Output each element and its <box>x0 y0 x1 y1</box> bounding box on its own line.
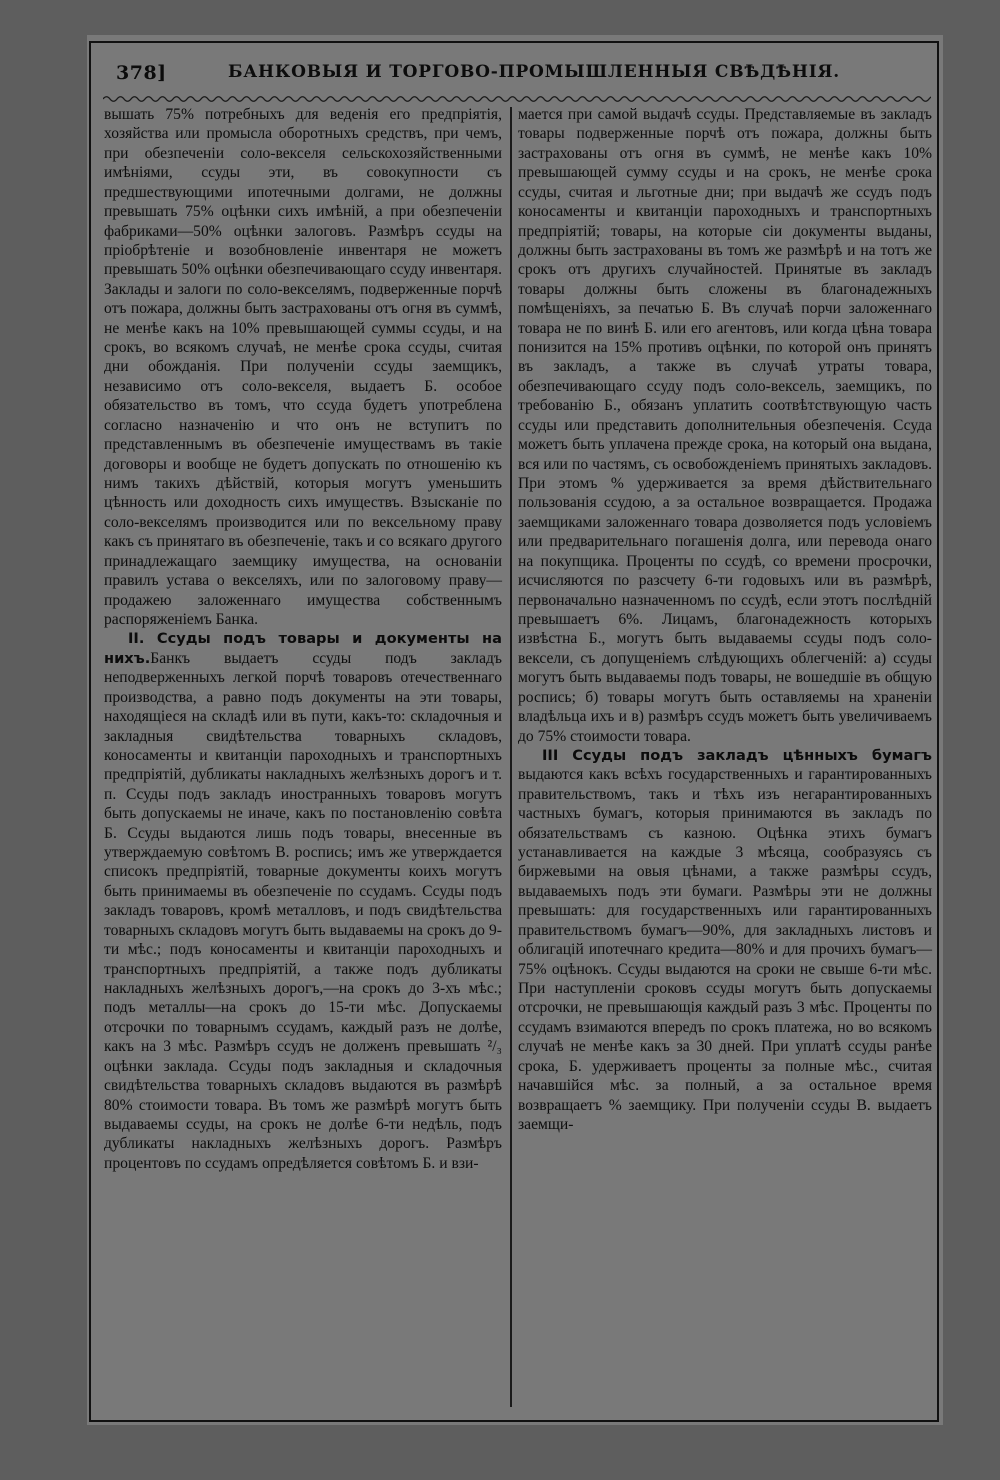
left-column <box>104 105 502 1173</box>
section-iii-heading: III Ссуды подъ закладъ цѣнныхъ бумагъ <box>542 746 932 764</box>
right-column <box>518 105 932 1134</box>
page-header <box>116 62 916 92</box>
section-iii <box>518 746 932 1134</box>
wavy-rule <box>103 94 931 104</box>
section-iii-text: выдаются какъ всѣхъ государственныхъ и гарантированныхъ правительствомъ, такъ и тѣхъ изъ негарантированныхъ частныхъ бумагъ, которыя принимаются въ закладъ по обязательствамъ съ казною. Оцѣнка этихъ бумагъ устанавливается на каждые 3 мѣсяца, сообразуясь съ биржевыми на овыя цѣнами, а также размѣры ссудъ, выдаваемыхъ подъ эти бумаги. Размѣры эти не должны превышать: для государственныхъ или гарантированныхъ правительствомъ бумагъ—90%, для закладныхъ листовъ и облигацій ипотечнаго кредита—80% и для прочихъ бумагъ—75% оцѣнокъ. Ссуды выдаются на сроки не свыше 6-ти мѣс. При наступленіи сроковъ ссуды могутъ быть допускаемы отсрочки, не превышающія каждый разъ 3 мѣс. Проценты по ссудамъ взимаются впередъ по срокъ платежа, но во всякомъ случаѣ не менѣе какъ за 30 дней. При уплатѣ ссуды ранѣе срока, Б. удерживаетъ проценты за полные мѣс., считая начавшійся мѣс. за полный, а за остальное время возвращаетъ % заемщику. При полученіи ссуды В. выдаетъ заемщи- <box>518 766 932 1133</box>
page-number: 378] <box>116 62 167 84</box>
right-paragraph-1: мается при самой выдачѣ ссуды. Представляемые въ закладъ товары подверженные порчѣ отъ пожара, должны быть застрахованы отъ огня въ суммѣ, не менѣе какъ 10% превышающей сумму ссуды и на срокъ, не менѣе срока ссуды, считая и льготные дни; при выдачѣ же ссудъ подъ коносаменты и квитанціи пароходныхъ и транспортныхъ предпріятій; товары, на которые сіи документы выданы, должны быть застрахованы въ томъ же размѣрѣ и на тотъ же срокъ отъ другихъ случайностей. Принятые въ закладъ товары должны быть сложены въ благонадежныхъ помѣщеніяхъ, за печатью Б. Въ случаѣ порчи заложеннаго товара не по винѣ Б. или его агентовъ, или когда цѣна товара понизится на 15% противъ оцѣнки, по которой онъ принятъ въ закладъ, а также въ случаѣ утраты товара, обезпечивающаго ссуду подъ соло-вексель, заемщикъ, по требованію Б., обязанъ уплатить соотвѣтствующую часть ссуды или представить дополнительныя обезпеченія. Ссуда можетъ быть уплачена прежде срока, на который она выдана, вся или по частямъ, съ освобожденіемъ принятыхъ закладовъ. При этомъ % удерживается за время дѣйствительнаго пользованія ссудою, а за остальное возвращается. Продажа заемщиками заложеннаго товара дозволяется подъ условіемъ или предварительнаго погашенія долга, или перевода онаго на покупщика. Проценты по ссудѣ, со времени просрочки, исчисляются по разсчету 6-ти годовыхъ или въ размѣрѣ, первоначально назначенномъ по ссудѣ, если этотъ послѣдній превышаетъ 6%. Лицамъ, благонадежность которыхъ извѣстна Б., могутъ быть выдаваемы ссуды подъ соло-вексели, съ допущеніемъ слѣдующихъ облегченій: а) ссуды могутъ быть выдаваемы подъ товары, не вошедшіе въ общую роспись; б) товары могутъ быть оставляемы на храненіи владѣльца ихъ и в) размѣръ ссудъ можетъ быть увеличиваемъ до 75% стоимости товара. <box>518 106 932 745</box>
section-ii-text: Банкъ выдаетъ ссуды подъ закладъ неподверженныхъ легкой порчѣ товаровъ отечественнаго производства, а равно подъ документы на эти товары, находящіеся на складѣ или въ пути, какъ-то: складочныя и закладныя свидѣтельства товарныхъ складовъ, коносаменты и квитанціи пароходныхъ и транспортныхъ предпріятій, дубликаты накладныхъ желѣзныхъ дорогъ и т. п. Ссуды подъ закладъ иностранныхъ товаровъ могутъ быть допускаемы не иначе, какъ по постановленію совѣта Б. Ссуды выдаются лишь подъ товары, внесенные въ утверждаемую совѣтомъ В. роспись; имъ же утверждается списокъ предпріятій, товарные документы коихъ могутъ быть принимаемы въ обезпеченіе по ссудамъ. Ссуды подъ закладъ товаровъ, кромѣ металловъ, и подъ свидѣтельства товарныхъ складовъ могутъ быть выдаваемы на срокъ до 9-ти мѣс.; подъ коносаменты и квитанціи пароходныхъ и транспортныхъ предпріятій, а также подъ дубликаты накладныхъ желѣзныхъ дорогъ,—на срокъ до 3-хъ мѣс.; подъ металлы—на срокъ до 15-ти мѣс. Допускаемы отсрочки по товарнымъ ссудамъ, каждый разъ не долѣе, какъ на 3 мѣс. Размѣръ ссудъ не долженъ превышать ²/₃ оцѣнки заклада. Ссуды подъ закладныя и складочныя свидѣтельства товарныхъ складовъ выдаются въ размѣрѣ 80% стоимости товара. Въ томъ же размѣрѣ могутъ быть выдаваемы ссуды, на срокъ не долѣе 6-ти недѣль, подъ дубликаты накладныхъ желѣзныхъ дорогъ. Размѣръ процентовъ по ссудамъ опредѣляется совѣтомъ Б. и взи- <box>104 649 502 1172</box>
running-title: БАНКОВЫЯ И ТОРГОВО-ПРОМЫШЛЕННЫЯ СВѢДѢНІЯ. <box>228 62 840 82</box>
section-ii-heading: II. Ссуды подъ товары и документы на нихъ. <box>104 630 502 667</box>
left-paragraph-1: вышать 75% потребныхъ для веденія его предпріятія, хозяйства или промысла оборотныхъ средствъ, при чемъ, при обезпеченіи соло-векселя сельскохозяйственными имѣніями, ссуды эти, въ совокупности съ предшествующими ипотечными долгами, не должны превышать 75% оцѣнки сихъ имѣній, а при обезпеченіи фабриками—50% оцѣнки залоговъ. Размѣръ ссуды на пріобрѣтеніе и возобновленіе инвентаря не можетъ превышать 50% оцѣнки обезпечивающаго ссуду инвентаря. Заклады и залоги по соло-векселямъ, подверженные порчѣ отъ пожара, должны быть застрахованы отъ огня въ суммѣ, не менѣе какъ на 10% превышающей суммы ссуды, и на срокъ, во всякомъ случаѣ, не менѣе срока ссуды, считая дни обожданія. При полученіи ссуды заемщикъ, независимо отъ соло-векселя, выдаетъ Б. особое обязательство въ томъ, что ссуда будетъ употреблена согласно назначенію и что онъ не вступитъ по представленнымъ въ обезпеченіе имуществамъ въ такіе договоры и вообще не будетъ допускать по отношенію къ нимъ такихъ дѣйствій, которыя могутъ уменьшить цѣнность или доходность сихъ имуществъ. Взысканіе по соло-векселямъ производится или по вексельному праву какъ съ принятаго въ обезпеченіе, такъ и со всякаго другого принадлежащаго заемщику имущества, на основаніи правилъ устава о векселяхъ, или по залоговому праву—продажею заложеннаго имущества собственнымъ распоряженіемъ Банка. <box>104 106 502 628</box>
column-divider <box>510 107 512 1407</box>
section-ii <box>104 629 502 1173</box>
